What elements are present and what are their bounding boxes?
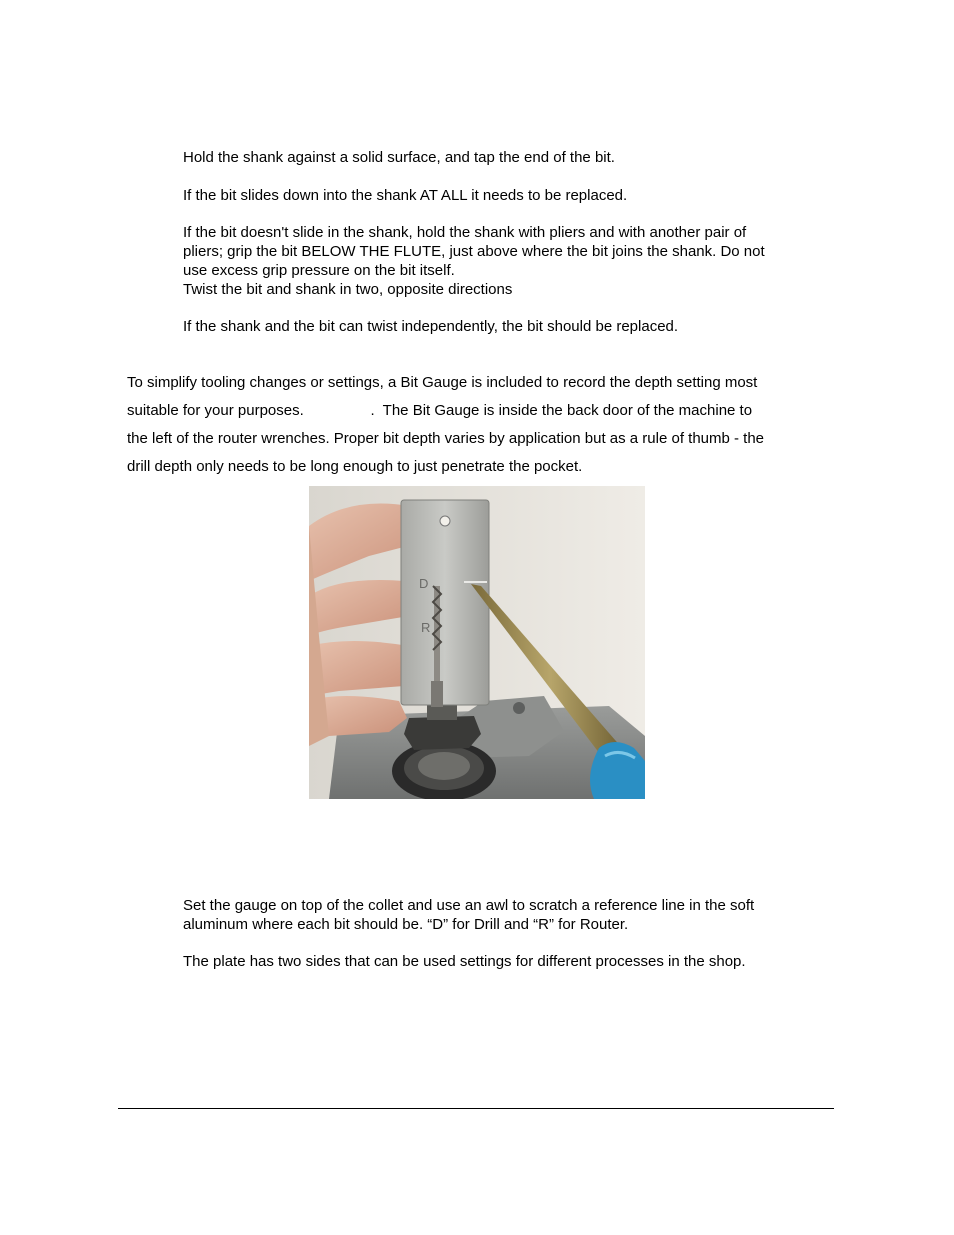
step-tap-bit bbox=[183, 148, 615, 167]
bit-gauge-paragraph bbox=[127, 369, 764, 481]
step-text-line: Set the gauge on top of the collet and use an awl to scratch a reference line in the soft bbox=[183, 897, 755, 914]
step-text-line: aluminum where each bit should be. “D” for Drill and “R” for Router. bbox=[183, 916, 629, 933]
step-text: If the bit slides down into the shank AT ALL it needs to be replaced. bbox=[183, 187, 628, 204]
step-plate-sides bbox=[183, 952, 746, 971]
step-text: The plate has two sides that can be used settings for different processes in the shop. bbox=[183, 953, 746, 970]
paragraph-line: To simplify tooling changes or settings, a Bit Gauge is included to record the depth setting most bbox=[127, 374, 758, 391]
step-text-line: Twist the bit and shank in two, opposite directions bbox=[183, 281, 513, 298]
step-text-line: use excess grip pressure on the bit itself. bbox=[183, 262, 455, 279]
footer-divider bbox=[118, 1108, 834, 1109]
paragraph-line: the left of the router wrenches. Proper bit depth varies by application but as a rule of thumb - the bbox=[127, 430, 765, 447]
step-text-line: pliers; grip the bit BELOW THE FLUTE, just above where the bit joins the shank. Do not bbox=[183, 243, 765, 260]
step-set-gauge bbox=[183, 896, 754, 934]
gauge-mark-r: R bbox=[421, 620, 431, 635]
bit-gauge-photo bbox=[309, 486, 645, 799]
step-slide-check bbox=[183, 186, 627, 205]
step-text: Hold the shank against a solid surface, and tap the end of the bit. bbox=[183, 149, 615, 166]
step-text: If the shank and the bit can twist independently, the bit should be replaced. bbox=[183, 318, 679, 335]
step-twist-check bbox=[183, 317, 678, 336]
paragraph-line: suitable for your purposes. . The Bit Gauge is inside the back door of the machine to bbox=[127, 402, 753, 419]
step-text-line: If the bit doesn't slide in the shank, hold the shank with pliers and with another pair of bbox=[183, 224, 747, 241]
step-pliers-grip bbox=[183, 223, 765, 299]
paragraph-line: drill depth only needs to be long enough to just penetrate the pocket. bbox=[127, 458, 583, 475]
gauge-mark-d: D bbox=[419, 576, 429, 591]
